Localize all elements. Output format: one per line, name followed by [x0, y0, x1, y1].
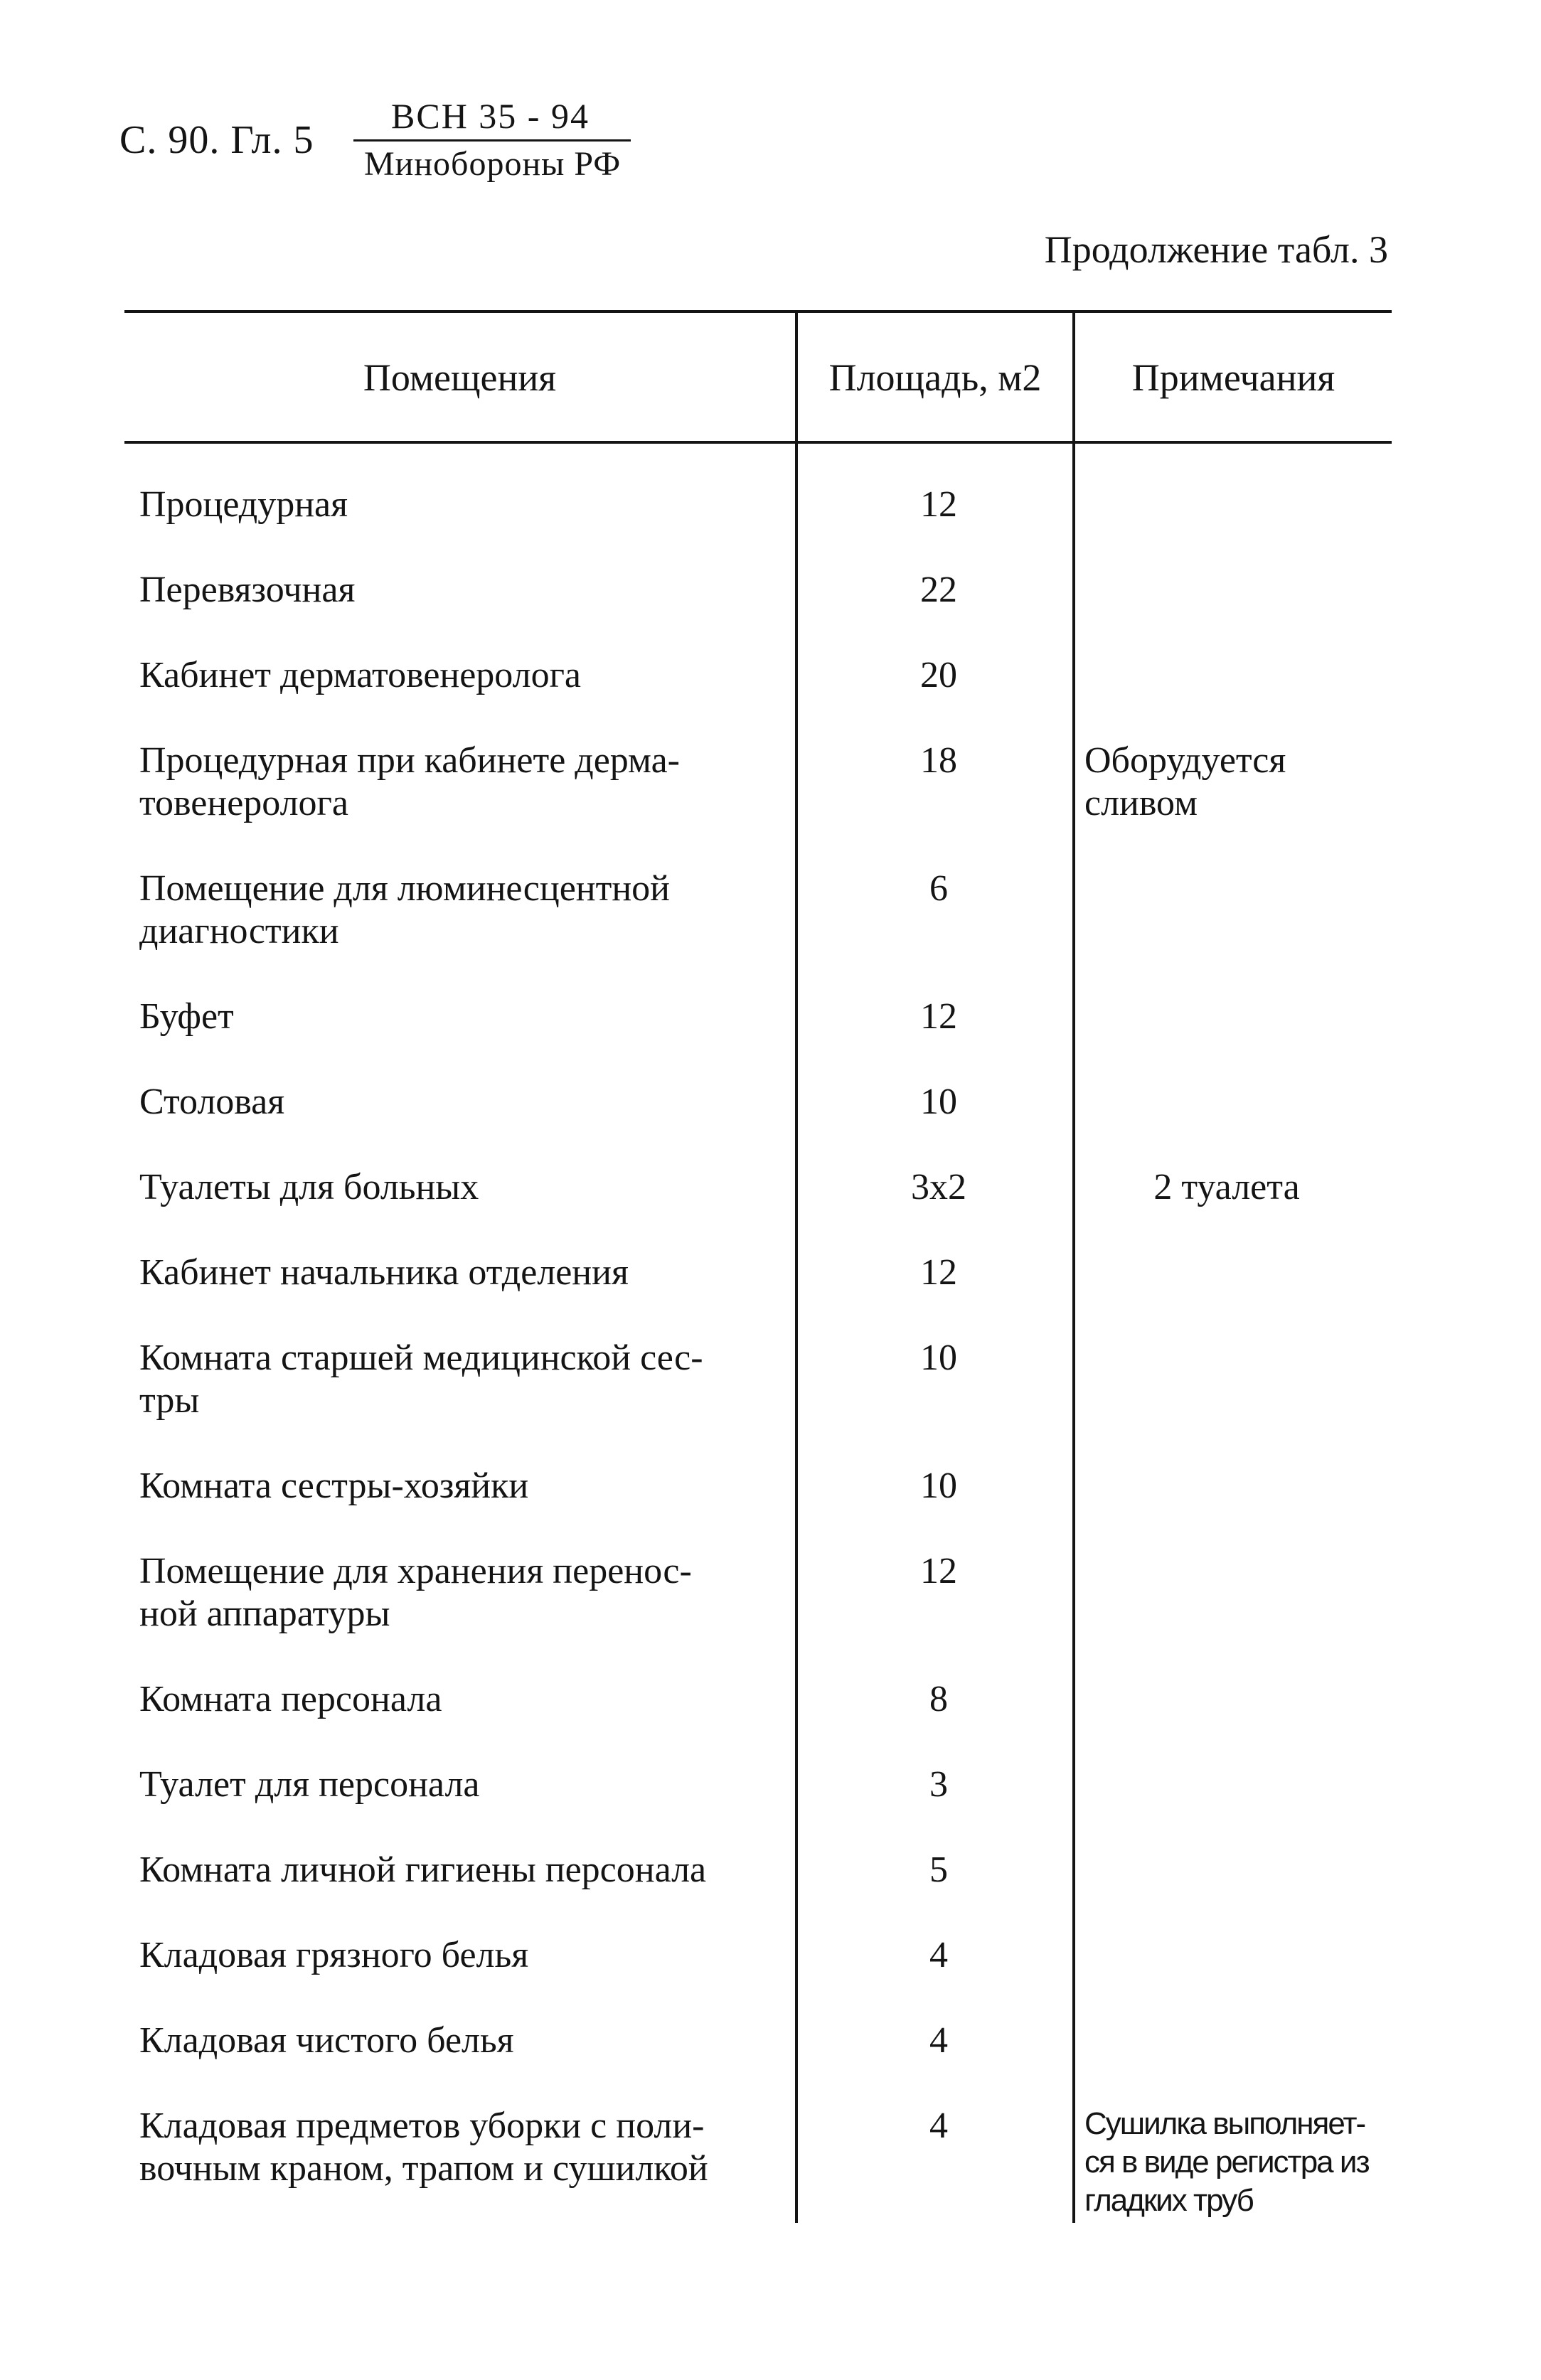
page-reference: С. 90. Гл. 5 — [119, 118, 314, 162]
table-top-rule — [124, 310, 1392, 313]
table-row-room: Кладовая чистого белья — [139, 2020, 514, 2061]
column-header-area: Площадь, м2 — [828, 356, 1042, 399]
table-row-area: 4 — [929, 1935, 948, 1975]
table-row-room: Кабинет начальника отделения — [139, 1252, 629, 1293]
table-row-room: Кладовая грязного белья — [139, 1935, 529, 1975]
header-fraction-rule — [353, 139, 631, 142]
table-row-room: Кабинет дерматовенеролога — [139, 655, 581, 695]
column-header-rooms: Помещения — [363, 356, 557, 399]
table-row-room: Комната сестры-хозяйки — [139, 1466, 529, 1506]
table-header-rule — [124, 441, 1392, 444]
table-row-room: Комната персонала — [139, 1679, 442, 1719]
document-code: ВСН 35 - 94 — [391, 96, 590, 136]
table-continuation-label: Продолжение табл. 3 — [1044, 228, 1388, 271]
table-row-area: 3 — [929, 1764, 948, 1805]
column-header-notes: Примечания — [1131, 356, 1335, 399]
table-row-area: 5 — [929, 1850, 948, 1890]
table-row-area: 4 — [929, 2020, 948, 2061]
table-row-room: Комната личной гигиены персонала — [139, 1850, 707, 1890]
table-row-area: 12 — [920, 1551, 957, 1591]
table-row-area: 3х2 — [911, 1167, 966, 1207]
table-row-room: Процедурная при кабинете дерма- товенеролога — [139, 740, 680, 823]
table-row-area: 18 — [920, 740, 957, 781]
table-row-note: Сушилка выполняет- ся в виде регистра из гладких труб — [1084, 2106, 1369, 2218]
table-row-area: 22 — [920, 570, 957, 610]
table-row-note: Оборудуется сливом — [1084, 740, 1286, 823]
table-row-area: 10 — [920, 1082, 957, 1122]
table-row-room: Столовая — [139, 1082, 285, 1122]
table-row-area: 6 — [929, 868, 948, 909]
table-row-room: Перевязочная — [139, 570, 356, 610]
table-row-room: Туалет для персонала — [139, 1764, 480, 1805]
table-row-area: 12 — [920, 1252, 957, 1293]
table-row-room: Помещение для хранения перенос- ной аппаратуры — [139, 1551, 692, 1634]
table-row-area: 12 — [920, 484, 957, 525]
table-row-area: 10 — [920, 1338, 957, 1378]
table-row-area: 10 — [920, 1466, 957, 1506]
table-row-note: 2 туалета — [1153, 1167, 1300, 1207]
table-row-area: 8 — [929, 1679, 948, 1719]
table-row-room: Кладовая предметов уборки с поли- вочным краном, трапом и сушилкой — [139, 2106, 708, 2189]
table-row-room: Процедурная — [139, 484, 348, 525]
table-row-room: Комната старшей медицинской сес- тры — [139, 1338, 703, 1421]
table-row-area: 12 — [920, 996, 957, 1037]
table-row-area: 4 — [929, 2106, 948, 2146]
document-organization: Минобороны РФ — [364, 145, 622, 183]
table-row-area: 20 — [920, 655, 957, 695]
table-row-room: Буфет — [139, 996, 234, 1037]
table-row-room: Туалеты для больных — [139, 1167, 479, 1207]
table-row-room: Помещение для люминесцентной диагностики — [139, 868, 670, 951]
